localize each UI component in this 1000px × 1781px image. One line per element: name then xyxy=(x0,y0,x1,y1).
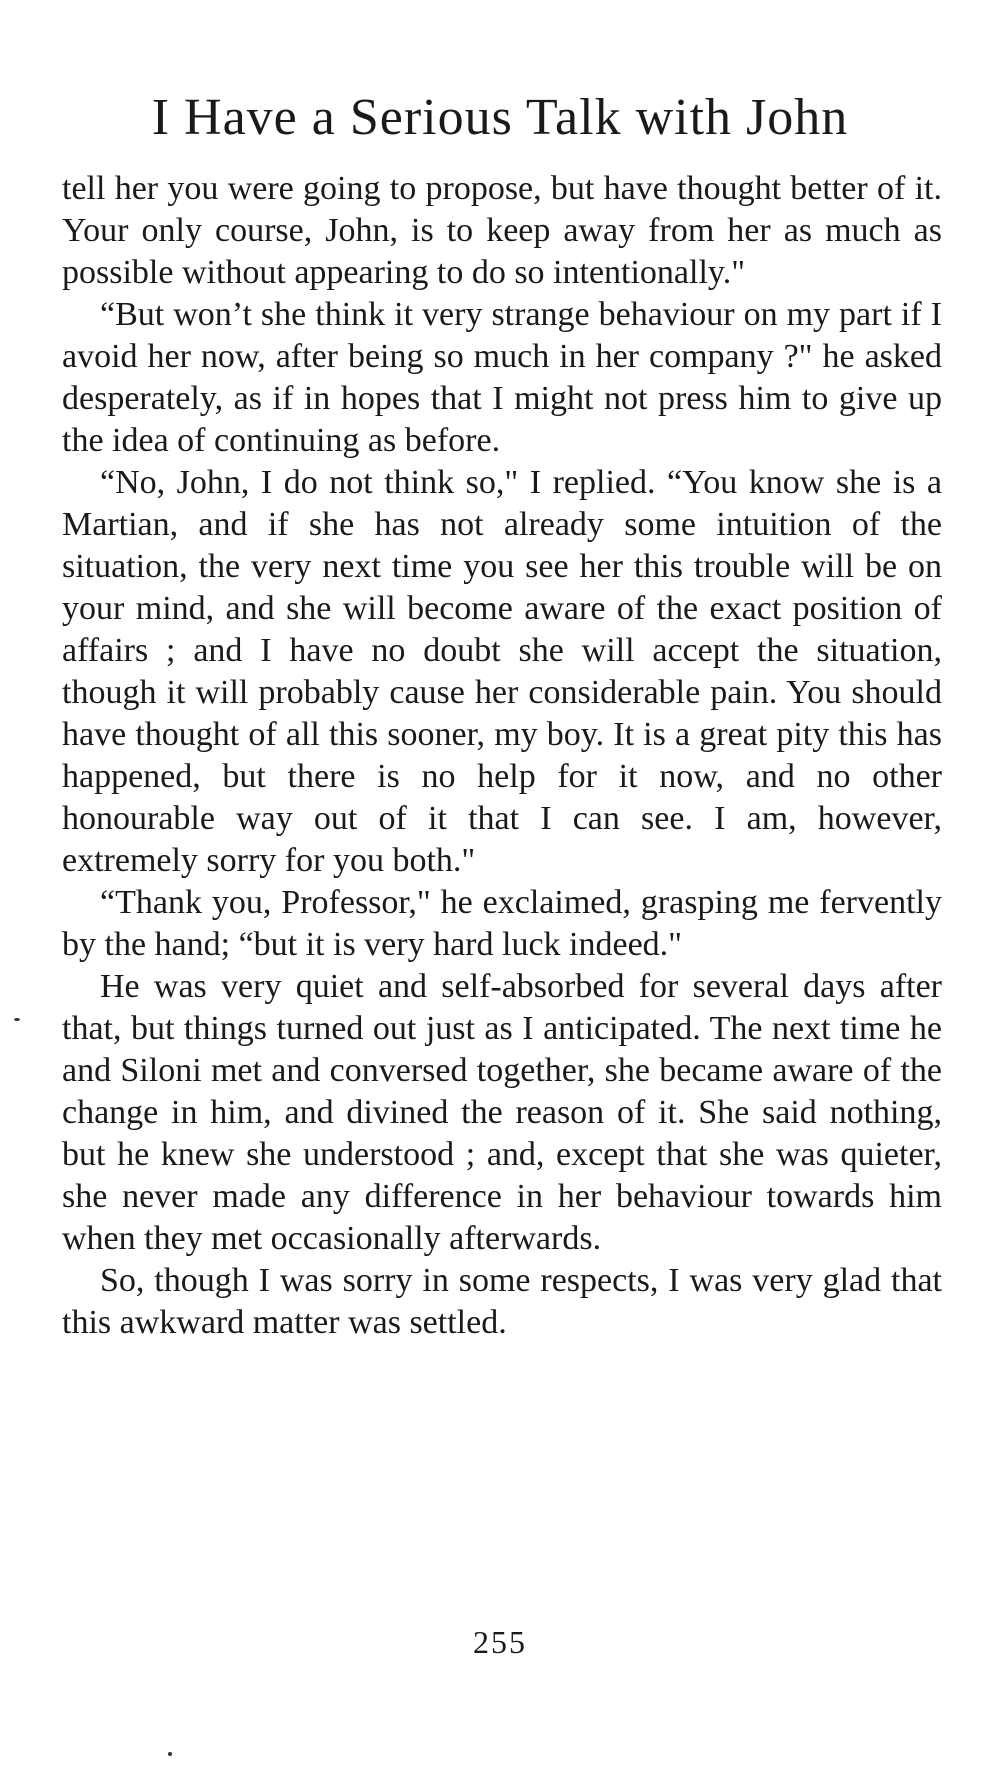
body-text xyxy=(62,168,942,1344)
paragraph-6: So, though I was sorry in some respects, I was very glad that this awkward matter was settled. xyxy=(62,1262,942,1341)
running-title: I Have a Serious Talk with John xyxy=(151,89,849,146)
paragraph-3: “No, John, I do not think so," I replied. “You know she is a Martian, and if she has not already some intuition of the situation, the very next time you see her this trouble will be on your mind, and she will become aware of the exact position of affairs ; and I have no doubt she will accept the situation, though it will probably cause her considerable pain. You should have thought of all this sooner, my boy. It is a great pity this has happened, but there is no help for it now, and no other honourable way out of it that I can see. I am, however, extremely sorry for you both." xyxy=(62,464,942,879)
page-number: 255 xyxy=(473,1624,527,1660)
paragraph-1: tell her you were going to propose, but have thought better of it. Your only course, John, is to keep away from her as much as possible without appearing to do so intentionally." xyxy=(62,170,942,291)
scan-speck-left xyxy=(14,1018,20,1021)
paragraph-4: “Thank you, Professor," he exclaimed, grasping me fervently by the hand; “but it is very hard luck indeed." xyxy=(62,884,942,963)
scan-speck-bottom xyxy=(168,1752,172,1756)
paragraph-5: He was very quiet and self-absorbed for several days after that, but things turned out just as I anticipated. The next time he and Siloni met and conversed together, she became aware of the change in him, and divined the reason of it. She said nothing, but he knew she understood ; and, except that she was quieter, she never made any difference in her behaviour towards him when they met occasionally afterwards. xyxy=(62,968,942,1257)
paragraph-2: “But won’t she think it very strange behaviour on my part if I avoid her now, after being so much in her company ?" he asked desperately, as if in hopes that I might not press him to give up the idea of continuing as before. xyxy=(62,296,942,459)
